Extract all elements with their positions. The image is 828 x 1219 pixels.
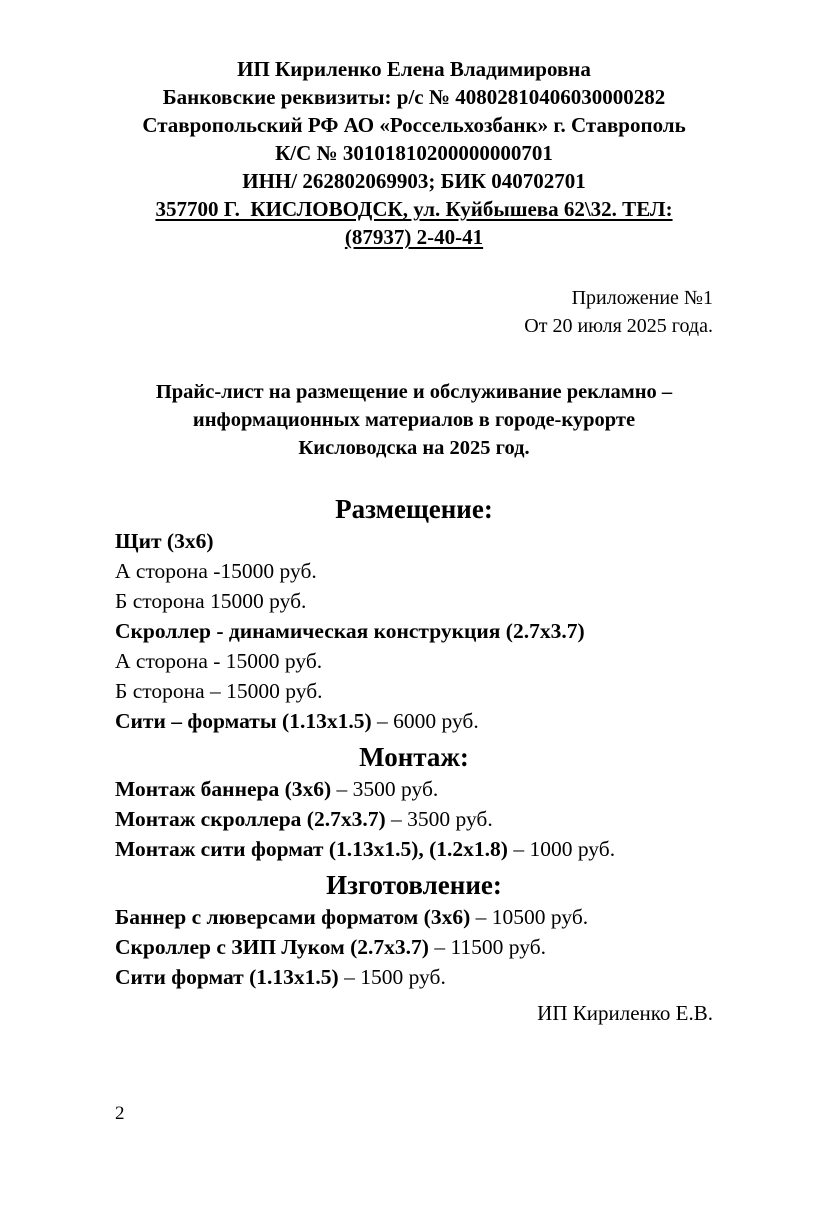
- correspondent-account: К/С № 30101810200000000701: [275, 141, 553, 165]
- price-item-name: Монтаж скроллера (2.7x3.7): [115, 807, 386, 831]
- page-number: 2: [115, 1103, 125, 1124]
- price-item-name: Монтаж баннера (3x6): [115, 777, 332, 801]
- company-phone: (87937) 2-40-41: [344, 225, 484, 249]
- price-item-name: Баннер с люверсами форматом (3x6): [115, 905, 471, 929]
- price-item-value: – 3500 руб.: [331, 777, 439, 801]
- price-item-value: – 6000 руб.: [371, 709, 479, 733]
- price-item-value: – 10500 руб.: [470, 905, 589, 929]
- bank-details: Банковские реквизиты: р/с № 40802810406030000282: [162, 85, 666, 109]
- appendix-date: От 20 июля 2025 года.: [524, 315, 713, 337]
- document-body: [115, 55, 713, 1049]
- price-item: [115, 932, 713, 962]
- price-item-name: Сити формат (1.13x1.5): [115, 965, 339, 989]
- price-item-name: Скроллер - динамическая конструкция (2.7x3.7): [115, 619, 585, 643]
- price-item: [115, 804, 713, 834]
- signature: ИП Кириленко Е.В.: [537, 1001, 713, 1025]
- section-heading: Монтаж:: [359, 742, 469, 772]
- price-item-name: Скроллер с ЗИП Луком (2.7x3.7): [115, 935, 429, 959]
- price-item: [115, 834, 713, 864]
- price-item: [115, 774, 713, 804]
- price-item: [115, 902, 713, 932]
- price-sections: [115, 492, 713, 992]
- price-item-value: Б сторона – 15000 руб.: [115, 679, 323, 703]
- page-title-line-2: информационных материалов в городе-курорте: [192, 409, 636, 431]
- price-item: [115, 586, 713, 616]
- price-item: [115, 962, 713, 992]
- price-item-value: А сторона -15000 руб.: [115, 559, 317, 583]
- company-address: 357700 Г. КИСЛОВОДСК, ул. Куйбышева 62\32. ТЕЛ:: [155, 197, 673, 221]
- page-title-line-3: Кисловодска на 2025 год.: [298, 437, 530, 459]
- page-title-line-1: Прайс-лист на размещение и обслуживание рекламно –: [155, 381, 673, 403]
- price-item-value: Б сторона 15000 руб.: [115, 589, 307, 613]
- price-item: [115, 556, 713, 586]
- bank-branch: Ставропольский РФ АО «Россельхозбанк» г. Ставрополь: [142, 113, 686, 137]
- price-item: [115, 706, 713, 736]
- price-item: [115, 616, 713, 646]
- price-item-name: Сити – форматы (1.13x1.5): [115, 709, 372, 733]
- appendix-block: [115, 284, 713, 340]
- company-name: ИП Кириленко Елена Владимировна: [237, 57, 591, 81]
- appendix-label: Приложение №1: [571, 287, 713, 309]
- tax-identifiers: ИНН/ 262802069903; БИК 040702701: [242, 169, 586, 193]
- price-item-name: Щит (3x6): [115, 529, 214, 553]
- section-heading: Изготовление:: [326, 870, 502, 900]
- price-item-value: – 1500 руб.: [338, 965, 446, 989]
- price-item-value: – 11500 руб.: [428, 935, 547, 959]
- price-item-value: – 3500 руб.: [385, 807, 493, 831]
- section-heading: Размещение:: [335, 494, 493, 524]
- price-item: [115, 676, 713, 706]
- price-item-value: – 1000 руб.: [507, 837, 616, 861]
- price-item: [115, 646, 713, 676]
- price-item-value: А сторона - 15000 руб.: [115, 649, 323, 673]
- letterhead: [115, 55, 713, 251]
- price-item: [115, 526, 713, 556]
- price-item-name: Монтаж сити формат (1.13x1.5), (1.2x1.8): [115, 837, 508, 861]
- page-title: [115, 378, 713, 462]
